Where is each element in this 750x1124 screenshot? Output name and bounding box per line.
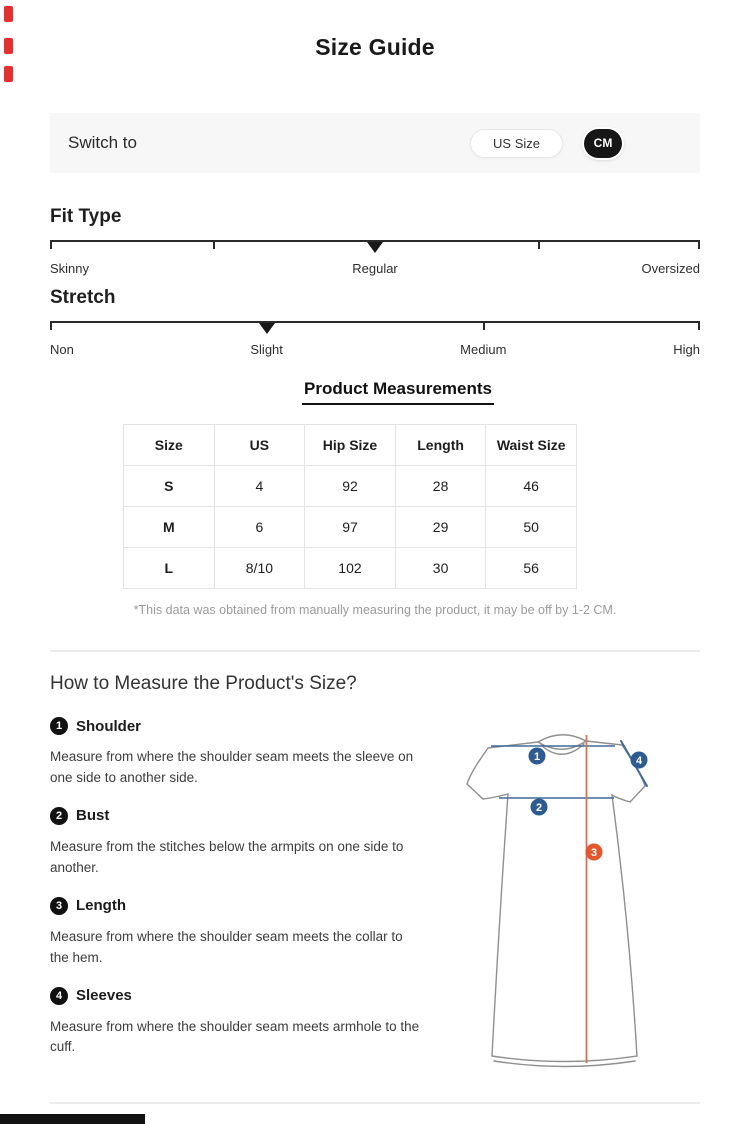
fit-type-marker-regular xyxy=(367,242,383,253)
fit-type-label-skinny: Skinny xyxy=(50,261,90,276)
slider-tick xyxy=(50,242,52,249)
cell-us: 6 xyxy=(214,507,305,548)
measure-item-label: Shoulder xyxy=(76,717,142,735)
col-header-hip: Hip Size xyxy=(305,425,396,466)
measure-item-label: Sleeves xyxy=(76,987,132,1005)
diagram-badge-1-number: 1 xyxy=(533,751,541,763)
number-1-badge: 1 xyxy=(50,717,68,735)
cell-waist: 56 xyxy=(486,548,577,589)
switch-to-label: Switch to xyxy=(68,133,137,152)
cell-size: S xyxy=(124,466,215,507)
cell-hip: 97 xyxy=(305,507,396,548)
col-header-length: Length xyxy=(395,425,486,466)
cell-length: 29 xyxy=(395,507,486,548)
cell-waist: 50 xyxy=(486,507,577,548)
measurement-footnote: *This data was obtained from manually measuring the product, it may be off by 1-2 CM. xyxy=(133,603,617,617)
stretch-label-high: High xyxy=(673,342,700,357)
measure-item-description: Measure from the stitches below the armpits on one side to another. xyxy=(50,838,404,875)
stretch-heading: Stretch xyxy=(50,287,116,308)
unit-switch-bar xyxy=(50,113,700,173)
col-header-us: US xyxy=(214,425,305,466)
table-row xyxy=(124,548,577,589)
diagram-badge-2-number: 2 xyxy=(535,802,543,814)
fit-type-label-oversized: Oversized xyxy=(641,261,700,276)
slider-tick xyxy=(698,323,700,330)
left-edge-red-mark xyxy=(4,66,13,82)
table-header-row xyxy=(124,425,577,466)
measure-item-description: Measure from where the shoulder seam meets armhole to the cuff. xyxy=(50,1018,420,1055)
diagram-badge-4-number: 4 xyxy=(635,755,643,767)
dress-outline xyxy=(467,735,645,1067)
cell-length: 28 xyxy=(395,466,486,507)
measure-item-description: Measure from where the shoulder seam meets the sleeve on one side to another side. xyxy=(50,749,414,785)
left-edge-red-mark xyxy=(4,6,13,22)
measure-item-sleeves xyxy=(50,987,432,1059)
table-row xyxy=(124,507,577,548)
col-header-size: Size xyxy=(124,425,215,466)
section-divider xyxy=(50,650,700,652)
stretch-marker-slight xyxy=(259,323,275,334)
cell-size: M xyxy=(124,507,215,548)
cell-waist: 46 xyxy=(486,466,577,507)
slider-track xyxy=(50,321,700,323)
col-header-waist: Waist Size xyxy=(486,425,577,466)
fit-type-heading: Fit Type xyxy=(50,206,122,227)
slider-tick xyxy=(538,242,540,249)
measure-item-length xyxy=(50,897,432,969)
table-row xyxy=(124,466,577,507)
how-to-measure-heading: How to Measure the Product's Size? xyxy=(50,673,357,694)
stretch-slider xyxy=(50,321,700,365)
left-edge-red-mark xyxy=(4,38,13,54)
measure-item-label: Bust xyxy=(76,807,110,825)
cm-unit-toggle[interactable]: CM xyxy=(584,129,622,158)
cell-us: 4 xyxy=(214,466,305,507)
measurements-table xyxy=(123,424,577,589)
cell-hip: 102 xyxy=(305,548,396,589)
fit-type-label-regular: Regular xyxy=(352,261,398,276)
slider-tick xyxy=(698,242,700,249)
measure-item-shoulder xyxy=(50,717,432,789)
measure-item-bust xyxy=(50,807,432,879)
slider-tick xyxy=(50,323,52,330)
fit-type-slider xyxy=(50,240,700,284)
product-measurements-title: Product Measurements xyxy=(302,379,494,405)
measure-item-label: Length xyxy=(76,897,126,915)
cell-hip: 92 xyxy=(305,466,396,507)
how-to-measure-body xyxy=(50,717,700,1085)
us-size-button[interactable]: US Size xyxy=(470,129,563,158)
stretch-label-slight: Slight xyxy=(250,342,283,357)
dress-measurement-diagram xyxy=(455,722,700,1077)
diagram-badge-3-number: 3 xyxy=(590,847,598,859)
switch-buttons-group xyxy=(470,129,622,158)
number-4-badge: 4 xyxy=(50,987,68,1005)
cell-us: 8/10 xyxy=(214,548,305,589)
stretch-label-non: Non xyxy=(50,342,74,357)
cell-length: 30 xyxy=(395,548,486,589)
measure-item-description: Measure from where the shoulder seam meets the collar to the hem. xyxy=(50,928,403,965)
number-2-badge: 2 xyxy=(50,807,68,825)
slider-tick xyxy=(483,323,485,330)
bottom-divider xyxy=(50,1102,700,1104)
bottom-progress-bar xyxy=(0,1114,145,1124)
stretch-label-medium: Medium xyxy=(460,342,507,357)
number-3-badge: 3 xyxy=(50,897,68,915)
cell-size: L xyxy=(124,548,215,589)
slider-tick xyxy=(213,242,215,249)
page-title: Size Guide xyxy=(315,34,435,60)
